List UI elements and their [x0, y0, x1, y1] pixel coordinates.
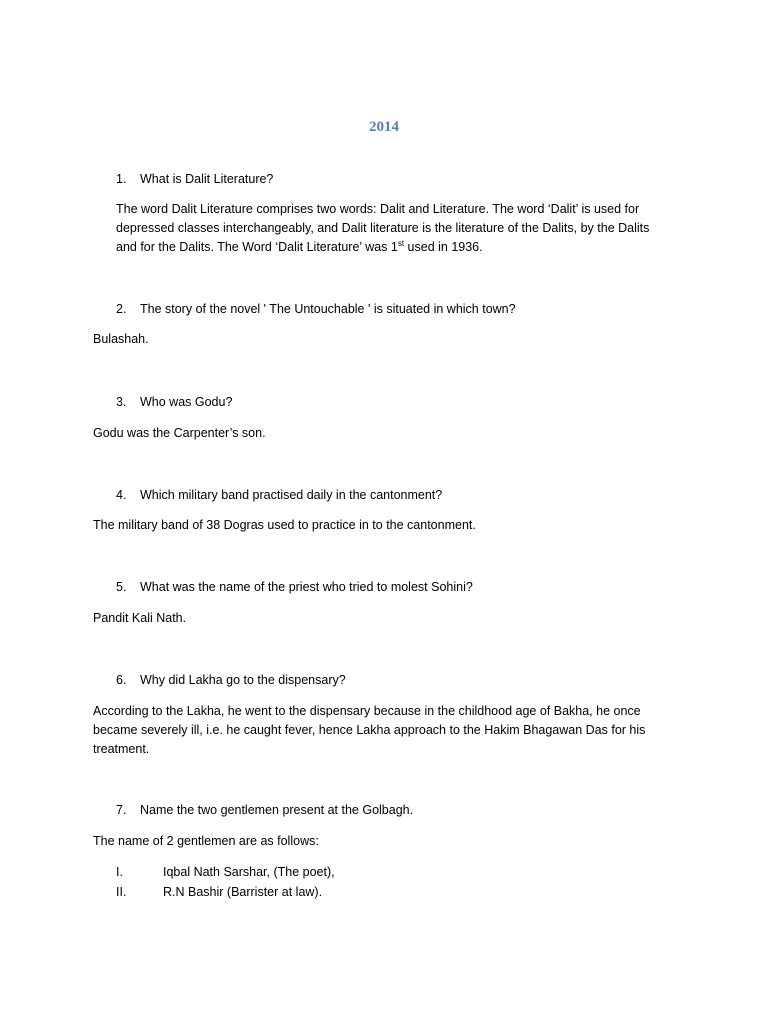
- question-text: What was the name of the priest who tried to molest Sohini?: [140, 580, 473, 594]
- answer-7: The name of 2 gentlemen are as follows:: [93, 834, 319, 848]
- question-number: 6.: [116, 673, 127, 687]
- answer-2: Bulashah.: [93, 332, 149, 346]
- ordinal-superscript: st: [397, 239, 405, 248]
- question-text: Which military band practised daily in the cantonment?: [140, 488, 443, 502]
- question-4: [116, 486, 442, 505]
- answer-line: depressed classes interchangeably, and Dalit literature is the literature of the Dalits, by the Dalits: [116, 221, 650, 235]
- answer-text: and for the Dalits. The Word ‘Dalit Literature’ was 1: [116, 240, 398, 254]
- question-text: Why did Lakha go to the dispensary?: [140, 673, 346, 687]
- answer-6: [93, 702, 645, 759]
- question-text: The story of the novel ' The Untouchable ' is situated in which town?: [140, 302, 516, 316]
- answer-4: The military band of 38 Dogras used to practice in to the cantonment.: [93, 518, 476, 532]
- roman-numeral: II.: [116, 885, 127, 899]
- list-item: [116, 863, 335, 882]
- question-text: What is Dalit Literature?: [140, 172, 274, 186]
- answer-3: Godu was the Carpenter’s son.: [93, 426, 266, 440]
- question-3: [116, 393, 232, 412]
- list-item: [116, 883, 322, 902]
- answer-line: The word Dalit Literature comprises two words: Dalit and Literature. The word ‘Dalit’ is used for: [116, 202, 640, 216]
- answer-1: [116, 200, 649, 257]
- question-6: [116, 671, 346, 690]
- answer-text: used in 1936.: [404, 240, 483, 254]
- question-number: 4.: [116, 488, 127, 502]
- question-7: [116, 801, 413, 820]
- question-number: 5.: [116, 580, 127, 594]
- question-text: Who was Godu?: [140, 395, 233, 409]
- question-5: [116, 578, 473, 597]
- answer-line: According to the Lakha, he went to the dispensary because in the childhood age of Bakha, he once: [93, 704, 641, 718]
- answer-5: Pandit Kali Nath.: [93, 611, 187, 625]
- answer-line: treatment.: [93, 742, 150, 756]
- question-number: 1.: [116, 172, 127, 186]
- answer-line: [116, 238, 649, 257]
- question-number: 2.: [116, 302, 127, 316]
- question-2: [116, 300, 516, 319]
- answer-line: became severely ill, i.e. he caught fever, hence Lakha approach to the Hakim Bhagawan Das for his: [93, 723, 646, 737]
- page-title: 2014: [369, 119, 399, 135]
- question-1: [116, 170, 273, 189]
- question-number: 7.: [116, 803, 127, 817]
- list-item-text: Iqbal Nath Sarshar, (The poet),: [163, 865, 335, 879]
- roman-numeral: I.: [116, 865, 123, 879]
- question-text: Name the two gentlemen present at the Golbagh.: [140, 803, 414, 817]
- question-number: 3.: [116, 395, 127, 409]
- list-item-text: R.N Bashir (Barrister at law).: [163, 885, 323, 899]
